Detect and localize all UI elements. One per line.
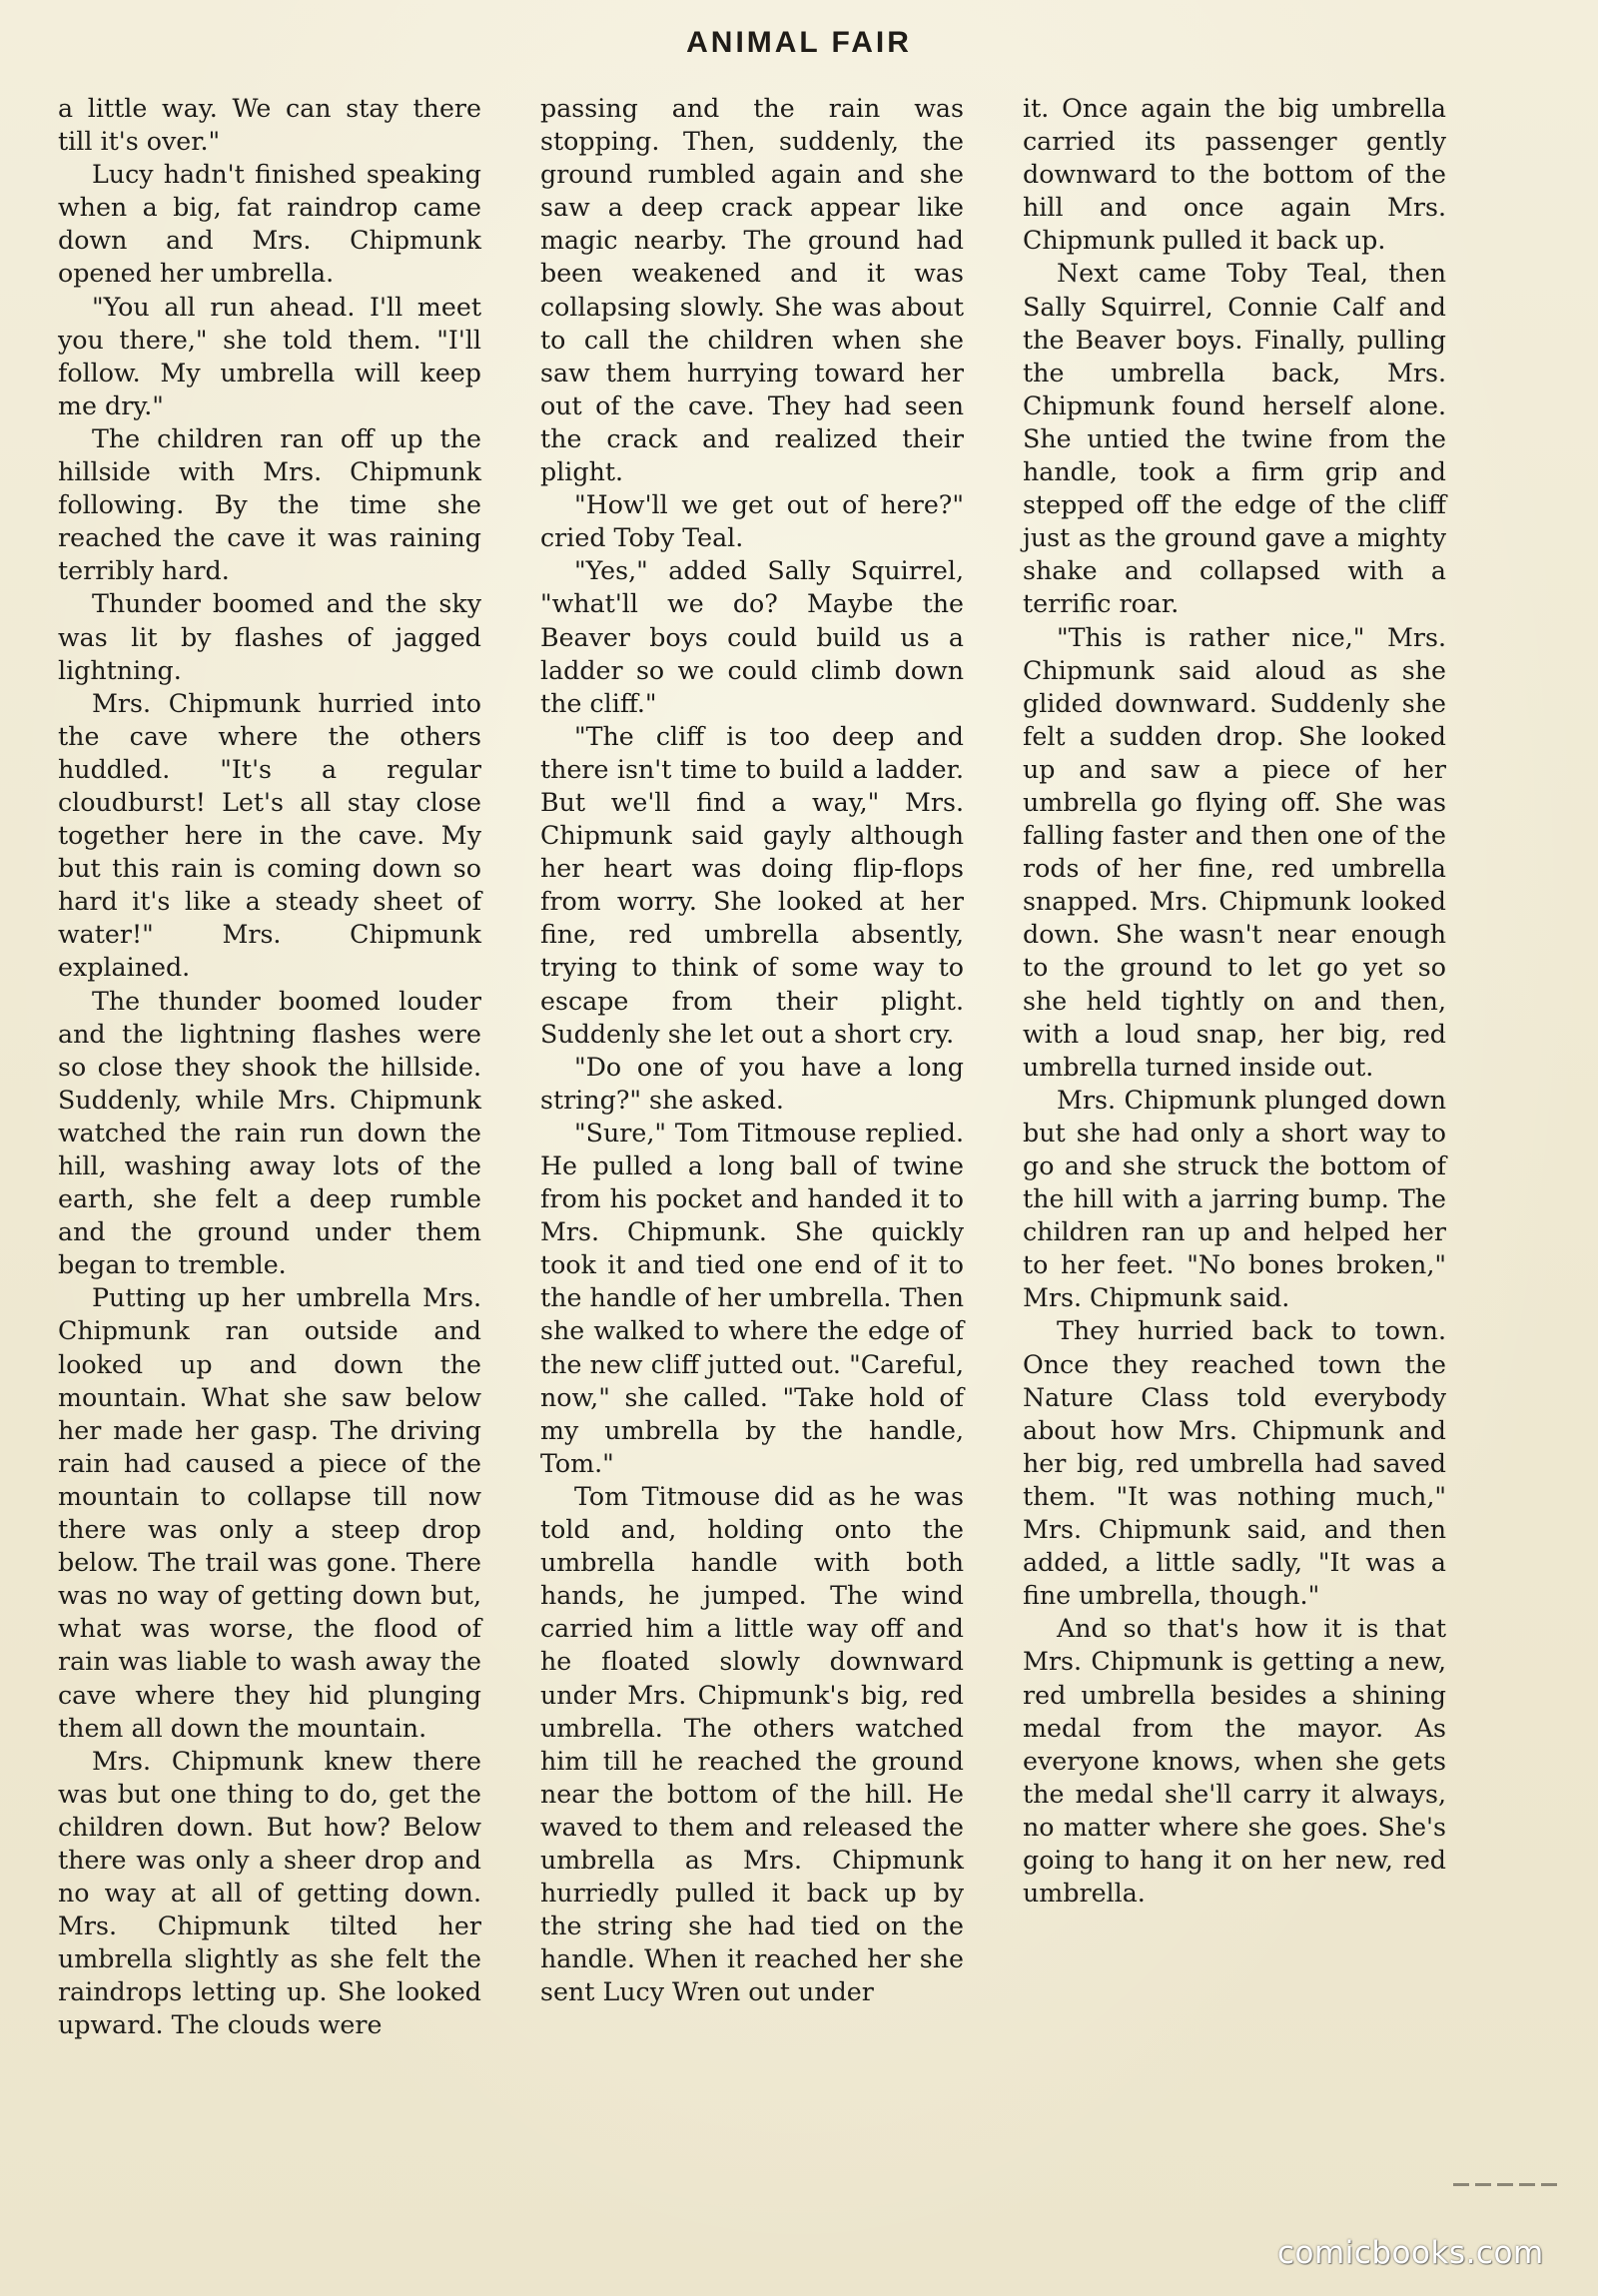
paragraph: "How'll we get out of here?" cried Toby Teal. <box>540 490 964 553</box>
site-watermark: comicbooks.com <box>1277 2235 1544 2271</box>
paragraph: "The cliff is too deep and there isn't time to build a ladder. But we'll find a way," Mrs. Chipmunk said gayly although her heart was doing flip-flops from worry. She looked at her fine, red umbrella absently, trying to think of some way to escape from their plight. Suddenly she let out a short cry. <box>540 721 964 1049</box>
paragraph: passing and the rain was stopping. Then, suddenly, the ground rumbled again and she saw a deep crack appear like magic nearby. The ground had been weakened and it was collapsing slowly. She was about to call the children when she saw them hurrying toward her out of the cave. They had seen the crack and realized their plight. <box>540 94 964 487</box>
paragraph: "Do one of you have a long string?" she asked. <box>540 1052 964 1115</box>
text-column-3 <box>1023 92 1446 2199</box>
paragraph: "Yes," added Sally Squirrel, "what'll we do? Maybe the Beaver boys could build us a ladder so we could climb down the cliff." <box>540 556 964 718</box>
paragraph: "This is rather nice," Mrs. Chipmunk said aloud as she glided downward. Suddenly she felt a sudden drop. She looked up and saw a piece of her umbrella go flying off. She was falling faster and then one of the rods of her fine, red umbrella snapped. Mrs. Chipmunk looked down. She wasn't near enough to the ground to let go yet so she held tightly on and then, with a loud snap, her big, red umbrella turned inside out. <box>1023 622 1446 1082</box>
paragraph: Next came Toby Teal, then Sally Squirrel, Connie Calf and the Beaver boys. Finally, pulling the umbrella back, Mrs. Chipmunk found herself alone. She untied the twine from the handle, took a firm grip and stepped off the edge of the cliff just as the ground gave a mighty shake and collapsed with a terrific roar. <box>1023 259 1446 619</box>
paragraph: "You all run ahead. I'll meet you there," she told them. "I'll follow. My umbrella will keep me dry." <box>58 292 481 420</box>
paragraph: a little way. We can stay there till it's over." <box>58 94 481 157</box>
paragraph: Putting up her umbrella Mrs. Chipmunk ran outside and looked up and down the mountain. What she saw below her made her gasp. The driving rain had caused a piece of the mountain to collapse till now there was only a steep drop below. The trail was gone. There was no way of getting down but, what was worse, the flood of rain was liable to wash away the cave where they hid plunging them all down the mountain. <box>58 1283 481 1743</box>
paragraph: it. Once again the big umbrella carried its passenger gently downward to the bottom of the hill and once again Mrs. Chipmunk pulled it back up. <box>1023 94 1446 256</box>
paragraph: Mrs. Chipmunk hurried into the cave where the others huddled. "It's a regular cloudburst! Let's all stay close together here in the cave. My but this rain is coming down so hard it's like a steady sheet of water!" Mrs. Chipmunk explained. <box>58 688 481 983</box>
text-column-2 <box>540 92 964 2199</box>
paragraph: They hurried back to town. Once they reached town the Nature Class told everybody about how Mrs. Chipmunk and her big, red umbrella had saved them. "It was nothing much," Mrs. Chipmunk said, and then added, a little sadly, "It was a fine umbrella, though." <box>1023 1316 1446 1611</box>
running-title: ANIMAL FAIR <box>686 26 912 59</box>
paragraph: And so that's how it is that Mrs. Chipmunk is getting a new, red umbrella besides a shining medal from the mayor. As everyone knows, when she gets the medal she'll carry it always, no matter where she goes. She's going to hang it on her new, red umbrella. <box>1023 1614 1446 1909</box>
end-rule <box>1453 2183 1561 2186</box>
paragraph: "Sure," Tom Titmouse replied. He pulled a long ball of twine from his pocket and handed it to Mrs. Chipmunk. She quickly took it and tied one end of it to the handle of her umbrella. Then she walked to where the edge of the new cliff jutted out. "Careful, now," she called. "Take hold of my umbrella by the handle, Tom." <box>540 1118 964 1478</box>
paragraph: Mrs. Chipmunk knew there was but one thing to do, get the children down. But how? Below there was only a sheer drop and no way at all of getting down. Mrs. Chipmunk tilted her umbrella slightly as she felt the raindrops letting up. She looked upward. The clouds were <box>58 1746 481 2040</box>
text-column-1 <box>58 92 481 2199</box>
text-columns <box>58 92 1446 2199</box>
paragraph: The children ran off up the hillside with Mrs. Chipmunk following. By the time she reached the cave it was raining terribly hard. <box>58 423 481 586</box>
paragraph: The thunder boomed louder and the lightning flashes were so close they shook the hillside. Suddenly, while Mrs. Chipmunk watched the rain run down the hill, washing away lots of the earth, she felt a deep rumble and the ground under them began to tremble. <box>58 986 481 1280</box>
paragraph: Thunder boomed and the sky was lit by flashes of jagged lightning. <box>58 589 481 685</box>
paragraph: Tom Titmouse did as he was told and, holding onto the umbrella handle with both hands, he jumped. The wind carried him a little way off and he floated slowly downward under Mrs. Chipmunk's big, red umbrella. The others watched him till he reached the ground near the bottom of the hill. He waved to them and released the umbrella as Mrs. Chipmunk hurriedly pulled it back up by the string she had tied on the handle. When it reached her she sent Lucy Wren out under <box>540 1481 964 2007</box>
paragraph: Mrs. Chipmunk plunged down but she had only a short way to go and she struck the bottom of the hill with a jarring bump. The children ran up and helped her to her feet. "No bones broken," Mrs. Chipmunk said. <box>1023 1085 1446 1313</box>
paragraph: Lucy hadn't finished speaking when a big, fat raindrop came down and Mrs. Chipmunk opened her umbrella. <box>58 160 481 289</box>
